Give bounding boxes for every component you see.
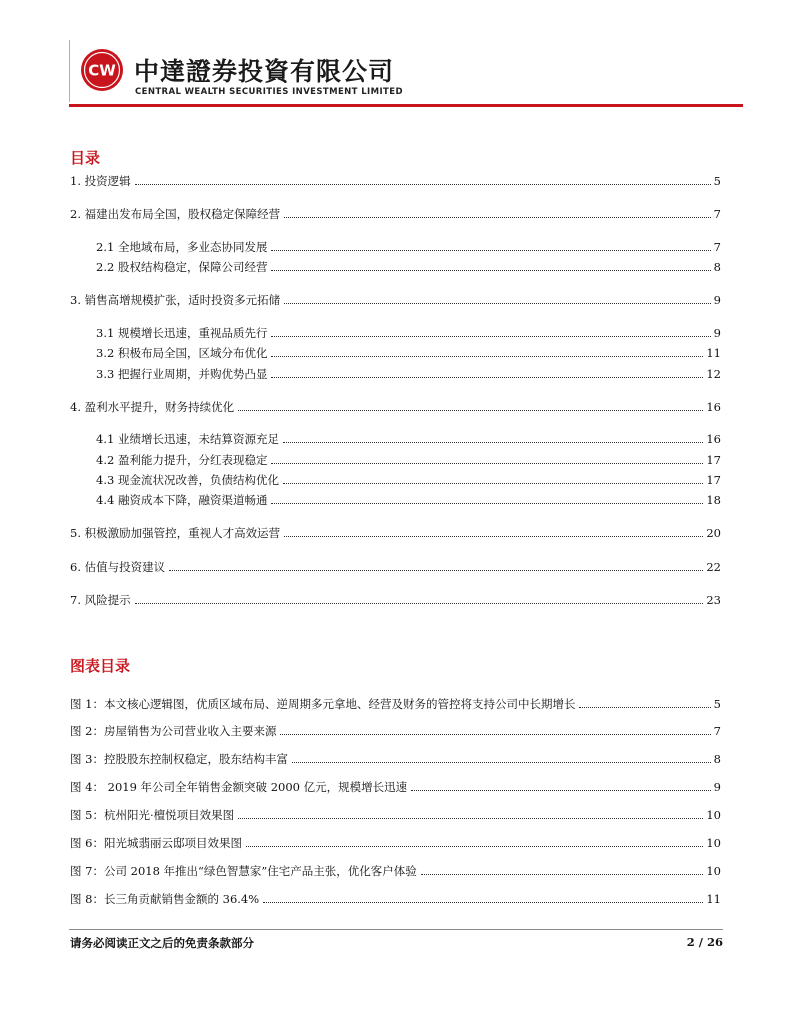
toc-title: 目录 [70, 149, 101, 167]
figure-entry[interactable]: 图 5：杭州阳光·檀悦项目效果图 10 [70, 808, 721, 822]
page-number: 2 / 26 [686, 935, 723, 949]
figure-entry[interactable]: 图 4： 2019 年公司全年销售金额突破 2000 亿元，规模增长迅速 9 [70, 780, 721, 794]
toc-subentry[interactable]: 2.2 股权结构稳定，保障公司经营 8 [96, 260, 721, 274]
company-logo [80, 48, 124, 92]
toc-subentry[interactable]: 4.1 业绩增长迅速，未结算资源充足 16 [96, 432, 721, 446]
header-divider [69, 40, 70, 102]
company-name-en: CENTRAL WEALTH SECURITIES INVESTMENT LIMITED [135, 87, 403, 97]
toc-entry[interactable]: 2. 福建出发布局全国，股权稳定保障经营 7 [70, 207, 721, 221]
toc-subentry[interactable]: 3.1 规模增长迅速，重视品质先行 9 [96, 326, 721, 340]
company-name-cn: 中達證券投資有限公司 [134, 57, 395, 86]
toc-subentry[interactable]: 4.3 现金流状况改善，负债结构优化 17 [96, 473, 721, 487]
figure-entry[interactable]: 图 1：本文核心逻辑图，优质区域布局、逆周期多元拿地、经营及财务的管控将支持公司中长期增长 5 [70, 697, 721, 711]
toc-entry[interactable]: 6. 估值与投资建议 22 [70, 560, 721, 574]
figure-list-title: 图表目录 [70, 657, 131, 675]
figure-entry[interactable]: 图 7：公司 2018 年推出“绿色智慧家”住宅产品主张，优化客户体验 10 [70, 864, 721, 878]
figure-entry[interactable]: 图 8：长三角贡献销售金额的 36.4% 11 [70, 892, 721, 906]
logo-text: CW [88, 61, 116, 80]
toc-subentry[interactable]: 3.2 积极布局全国，区域分布优化 11 [96, 346, 721, 360]
toc-entry[interactable]: 4. 盈利水平提升，财务持续优化 16 [70, 400, 721, 414]
toc-entry[interactable]: 5. 积极激励加强管控，重视人才高效运营 20 [70, 526, 721, 540]
toc-entry[interactable]: 1. 投资逻辑 5 [70, 174, 721, 188]
toc-subentry[interactable]: 4.2 盈利能力提升，分红表现稳定 17 [96, 453, 721, 467]
figure-entry[interactable]: 图 3：控股股东控制权稳定，股东结构丰富 8 [70, 752, 721, 766]
toc-subentry[interactable]: 2.1 全地域布局，多业态协同发展 7 [96, 240, 721, 254]
toc-entry[interactable]: 3. 销售高增规模扩张，适时投资多元拓储 9 [70, 293, 721, 307]
toc-subentry[interactable]: 4.4 融资成本下降，融资渠道畅通 18 [96, 493, 721, 507]
figure-entry[interactable]: 图 2：房屋销售为公司营业收入主要来源 7 [70, 724, 721, 738]
page-header [0, 0, 791, 112]
disclaimer-note: 请务必阅读正文之后的免责条款部分 [70, 936, 254, 950]
toc-subentry[interactable]: 3.3 把握行业周期，并购优势凸显 12 [96, 367, 721, 381]
figure-entry[interactable]: 图 6：阳光城翡丽云邸项目效果图 10 [70, 836, 721, 850]
toc-entry[interactable]: 7. 风险提示 23 [70, 593, 721, 607]
footer-rule [69, 929, 723, 930]
header-rule [69, 104, 743, 107]
